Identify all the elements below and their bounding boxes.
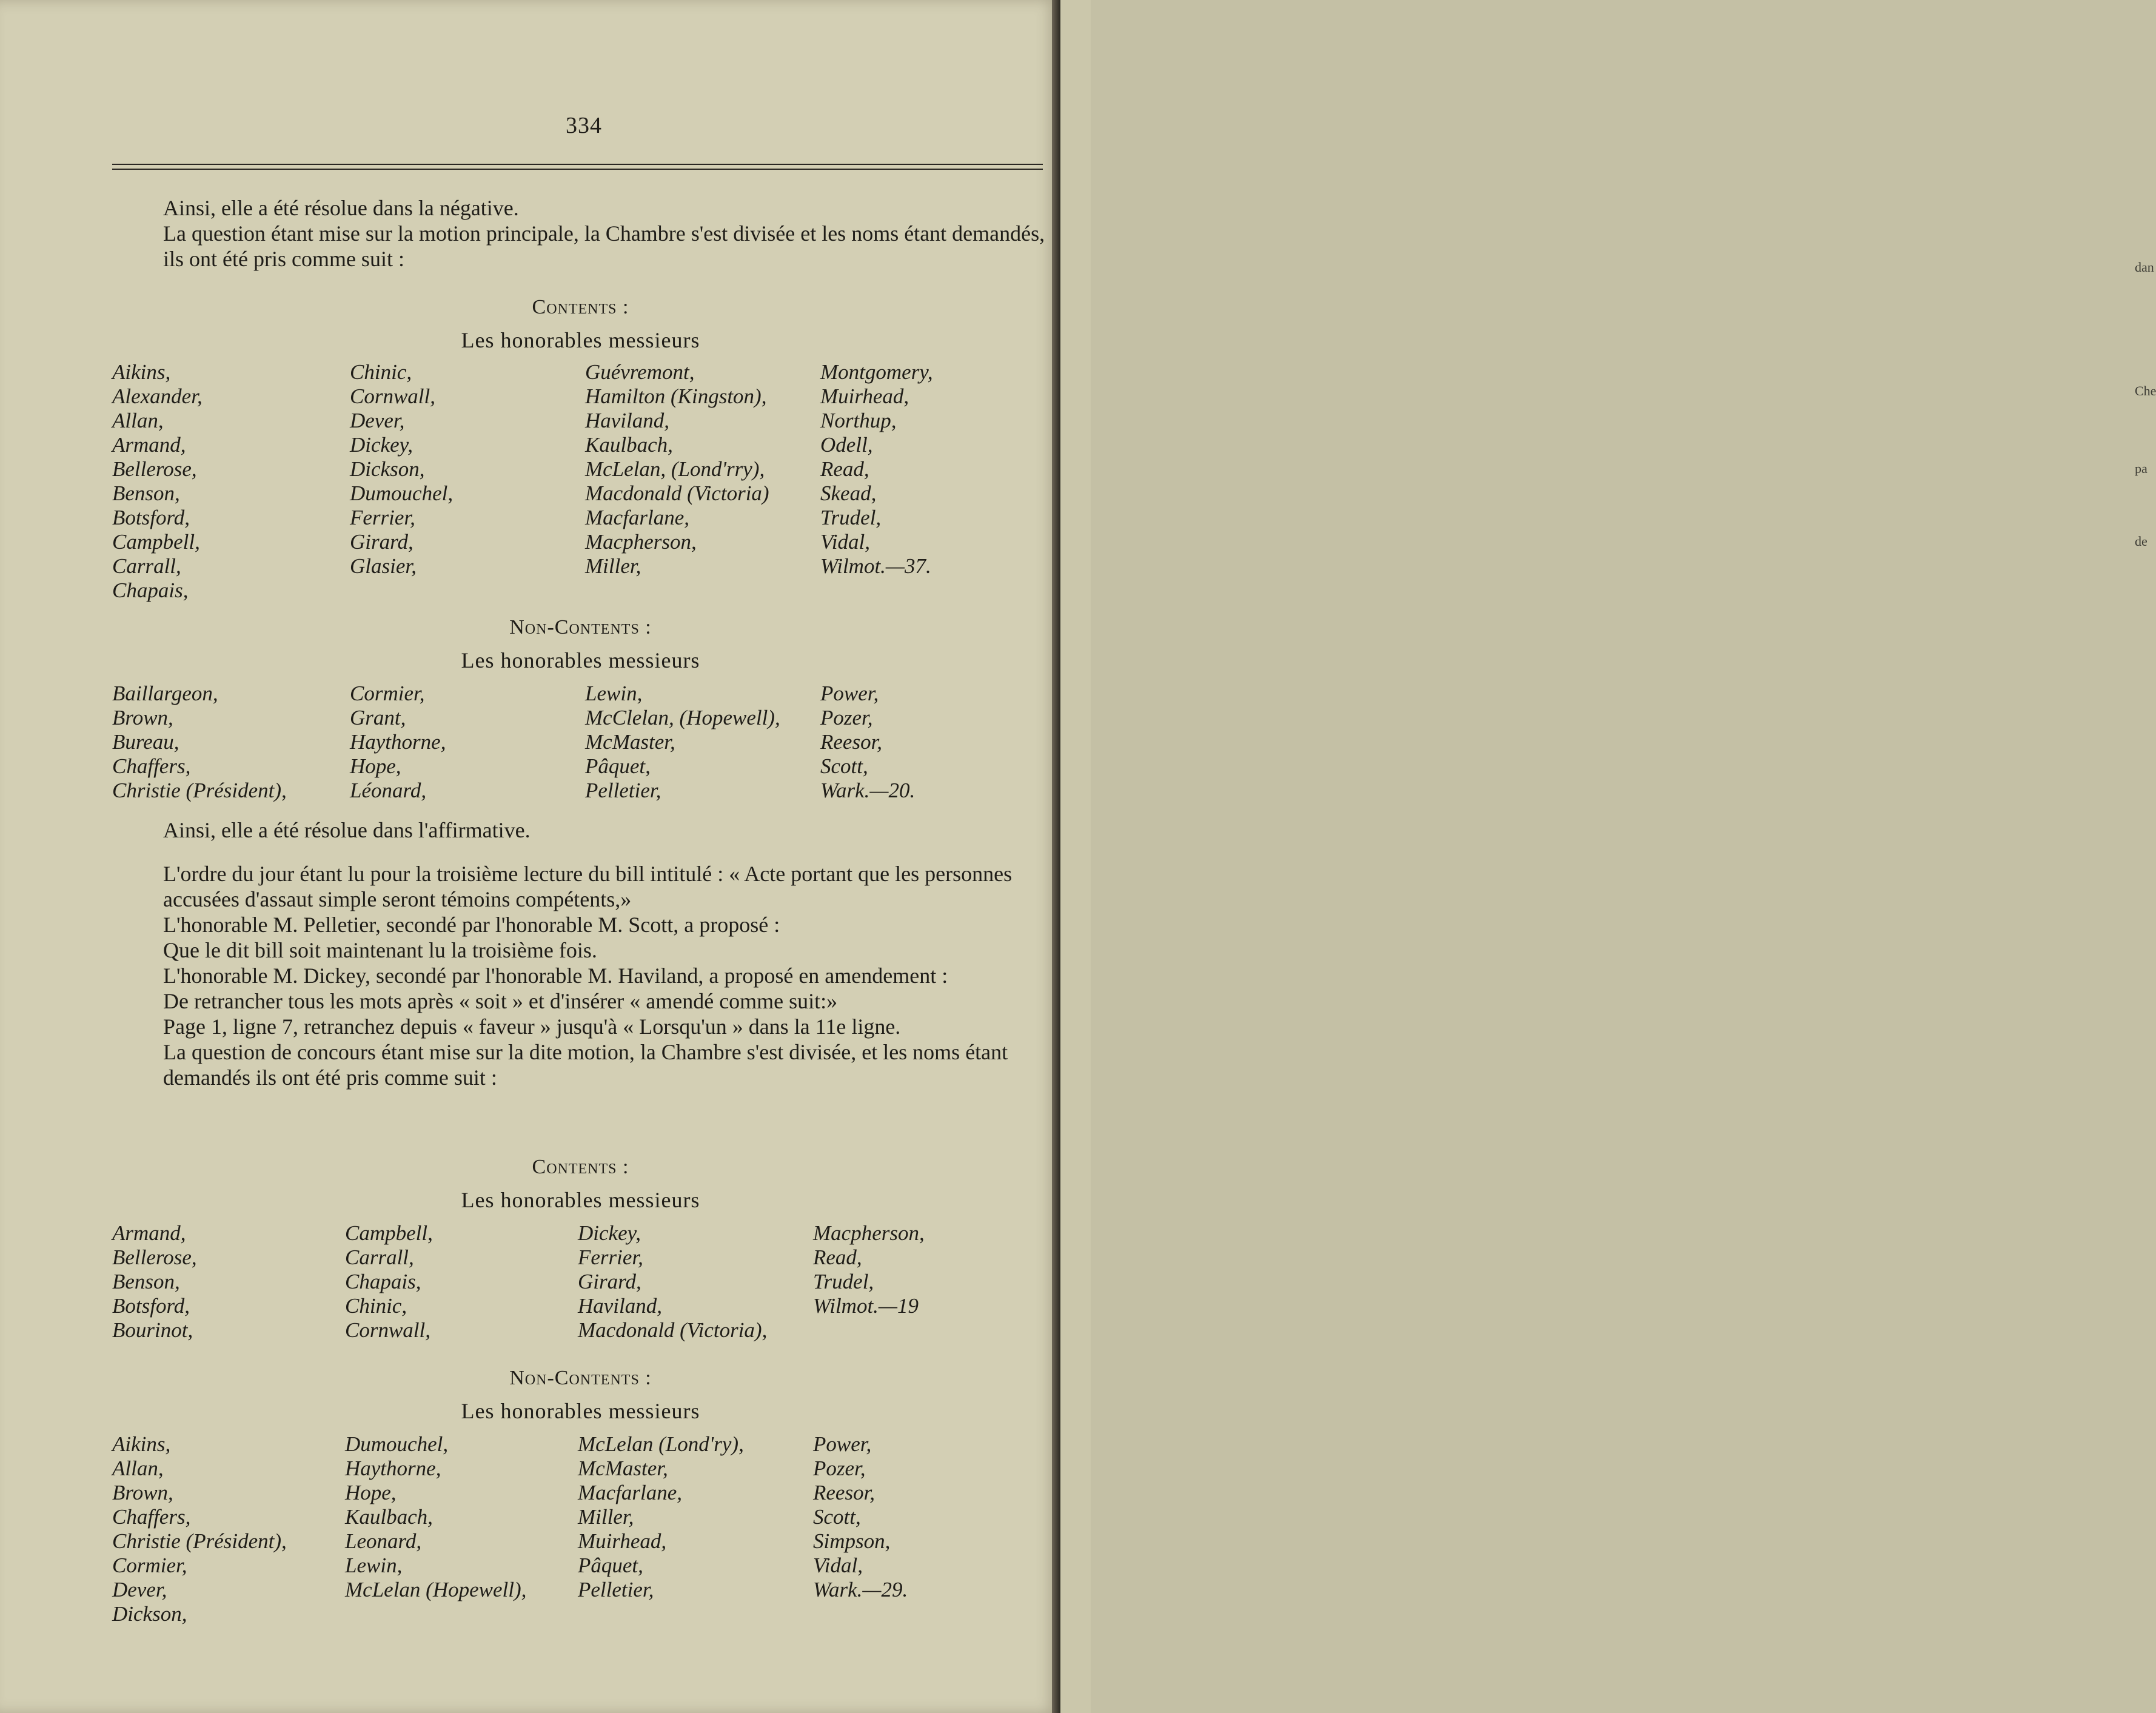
vote1-contents-heading: Contents : [532,296,629,318]
member-name: Dickey, [350,433,413,457]
member-name: Girard, [578,1270,641,1293]
member-name: Dumouchel, [350,481,454,505]
member-name: Bureau, [112,730,179,754]
member-name: Miller, [578,1505,634,1529]
vote1-noncontents-col [820,682,915,803]
member-name: Cornwall, [345,1318,431,1342]
member-name: Muirhead, [578,1529,667,1553]
vote1-contents-col [585,360,769,578]
vote1-contents-col [350,360,453,578]
member-name: Read, [820,457,869,481]
member-name: Haviland, [578,1294,663,1318]
member-name: Hope, [350,754,401,778]
vote1-result-text: Ainsi, elle a été résolue dans l'affirmative. [163,818,531,842]
member-name: Hope, [345,1481,397,1504]
member-name: McClelan, (Hopewell), [585,706,780,729]
member-name: Power, [820,682,879,705]
member-name: Scott, [820,754,868,778]
intro-line-1: Ainsi, elle a été résolue dans la négative. [163,196,519,220]
member-name: Benson, [112,1270,180,1293]
member-name: Macdonald (Victoria), [578,1318,768,1342]
member-name: Campbell, [112,530,200,554]
vote2-noncontents-heading: Non-Contents : [509,1367,652,1389]
member-name: Armand, [112,433,186,457]
member-name: Cormier, [350,682,425,705]
member-name: Vidal, [813,1554,863,1577]
member-name: Ferrier, [578,1245,643,1269]
member-name: Guévremont, [585,360,695,384]
member-name: Armand, [112,1221,186,1245]
vote2-contents-col [578,1221,767,1343]
member-name: Lewin, [585,682,643,705]
member-name: Wark.—29. [813,1578,908,1601]
member-name: Read, [813,1245,862,1269]
member-name: Macdonald (Victoria) [585,481,769,505]
member-name: Muirhead, [820,384,909,408]
member-name: Wark.—20. [820,779,916,802]
vote1-contents-subheading: Les honorables messieurs [461,328,700,352]
member-name: Macpherson, [813,1221,925,1245]
member-name: Grant, [350,706,406,729]
member-name: Dever, [350,409,405,432]
member-name: Pelletier, [585,779,661,802]
member-name: Skead, [820,481,877,505]
member-name: Wilmot.—37. [820,554,931,578]
member-name: Chaffers, [112,754,191,778]
vote2-noncontents-col [578,1432,744,1602]
member-name: Bellerose, [112,457,197,481]
member-name: Haviland, [585,409,670,432]
member-name: Dumouchel, [345,1432,449,1456]
vote2-contents-col [345,1221,433,1343]
body-paragraph: Page 1, ligne 7, retranchez depuis « faveur » jusqu'à « Lorsqu'un » dans la 11e ligne. [163,1014,901,1039]
vote2-contents-col [112,1221,197,1343]
member-name: McLelan (Hopewell), [345,1578,527,1601]
body-paragraph: La question de concours étant mise sur la dite motion, la Chambre s'est divisée, et les noms étant demandés ils ont été pris comme suit : [163,1040,1008,1090]
member-name: Carrall, [345,1245,414,1269]
member-name: Haythorne, [345,1457,441,1480]
member-name: Northup, [820,409,897,432]
member-name: Montgomery, [820,360,933,384]
member-name: Odell, [820,433,873,457]
member-name: Glasier, [350,554,417,578]
edge-fragment: de [2135,534,2148,549]
member-name: Girard, [350,530,413,554]
member-name: Reesor, [820,730,883,754]
member-name: Cormier, [112,1554,187,1577]
member-name: Vidal, [820,530,870,554]
member-name: Simpson, [813,1529,891,1553]
member-name: Kaulbach, [585,433,673,457]
member-name: Botsford, [112,1294,190,1318]
member-name: Dickson, [112,1602,187,1626]
vote2-noncontents-col [345,1432,526,1602]
member-name: Ferrier, [350,506,415,529]
header-rule [112,169,1043,170]
header-rule [112,164,1043,165]
member-name: Pelletier, [578,1578,654,1601]
member-name: Wilmot.—19 [813,1294,919,1318]
member-name: Lewin, [345,1554,403,1577]
vote2-contents-heading: Contents : [532,1156,629,1178]
body-text [112,861,1049,1090]
facing-page-edge [1060,0,2156,1713]
member-name: Kaulbach, [345,1505,433,1529]
member-name: Baillargeon, [112,682,218,705]
member-name: Léonard, [350,779,427,802]
vote1-noncontents-col [112,682,287,803]
member-name: Pâquet, [578,1554,643,1577]
member-name: Allan, [112,409,164,432]
member-name: Alexander, [112,384,203,408]
member-name: Botsford, [112,506,190,529]
member-name: Benson, [112,481,180,505]
member-name: Chinic, [345,1294,407,1318]
edge-fragment: Che [2135,383,2156,398]
member-name: Chinic, [350,360,412,384]
member-name: Campbell, [345,1221,433,1245]
member-name: Chapais, [112,578,189,602]
page-number: 334 [566,113,602,138]
member-name: Cornwall, [350,384,436,408]
member-name: Scott, [813,1505,861,1529]
member-name: Pozer, [820,706,873,729]
vote1-result [112,817,1049,843]
member-name: Trudel, [813,1270,874,1293]
vote2-noncontents-col [813,1432,908,1602]
member-name: Miller, [585,554,641,578]
vote1-noncontents-subheading: Les honorables messieurs [461,648,700,672]
member-name: Brown, [112,1481,173,1504]
member-name: Bellerose, [112,1245,197,1269]
member-name: Trudel, [820,506,882,529]
member-name: Macfarlane, [585,506,690,529]
member-name: Aikins, [112,1432,171,1456]
body-paragraph: L'honorable M. Dickey, secondé par l'honorable M. Haviland, a proposé en amendement : [163,964,948,988]
member-name: Leonard, [345,1529,422,1553]
intro-text [112,195,1049,272]
member-name: Allan, [112,1457,164,1480]
member-name: Aikins, [112,360,171,384]
vote2-noncontents-col [112,1432,287,1626]
vote1-noncontents-heading: Non-Contents : [509,616,652,639]
member-name: McLelan (Lond'ry), [578,1432,744,1456]
member-name: Christie (Président), [112,1529,287,1553]
member-name: Reesor, [813,1481,875,1504]
vote2-contents-subheading: Les honorables messieurs [461,1188,700,1212]
vote2-contents-col [813,1221,925,1318]
intro-line-2: La question étant mise sur la motion principale, la Chambre s'est divisée et les noms étant demandés, ils ont été pris comme suit : [163,221,1045,271]
member-name: Dever, [112,1578,167,1601]
vote2-noncontents-subheading: Les honorables messieurs [461,1399,700,1423]
member-name: McMaster, [585,730,675,754]
vote1-noncontents-col [350,682,446,803]
member-name: Dickey, [578,1221,641,1245]
edge-fragment: pa [2135,461,2148,476]
page-gutter-shadow [1052,0,1060,1713]
edge-fragment: dan [2135,260,2154,275]
member-name: Christie (Président), [112,779,287,802]
body-paragraph: L'honorable M. Pelletier, secondé par l'honorable M. Scott, a proposé : [163,913,780,937]
member-name: Macfarlane, [578,1481,683,1504]
body-paragraph: Que le dit bill soit maintenant lu la troisième fois. [163,938,597,962]
member-name: Macpherson, [585,530,697,554]
member-name: McMaster, [578,1457,668,1480]
vote1-contents-col [112,360,203,603]
member-name: Chaffers, [112,1505,191,1529]
vote1-noncontents-col [585,682,780,803]
member-name: Bourinot, [112,1318,193,1342]
body-paragraph: L'ordre du jour étant lu pour la troisième lecture du bill intitulé : « Acte portant que les personnes accusées d'assaut simple seront témoins compétents,» [163,862,1013,911]
member-name: Brown, [112,706,173,729]
member-name: Chapais, [345,1270,421,1293]
member-name: Pozer, [813,1457,866,1480]
body-paragraph: De retrancher tous les mots après « soit » et d'insérer « amendé comme suit:» [163,989,838,1013]
member-name: Dickson, [350,457,425,481]
vote1-contents-col [820,360,933,578]
member-name: Power, [813,1432,872,1456]
member-name: Haythorne, [350,730,446,754]
member-name: McLelan, (Lond'rry), [585,457,765,481]
member-name: Carrall, [112,554,181,578]
member-name: Hamilton (Kingston), [585,384,767,408]
member-name: Pâquet, [585,754,651,778]
